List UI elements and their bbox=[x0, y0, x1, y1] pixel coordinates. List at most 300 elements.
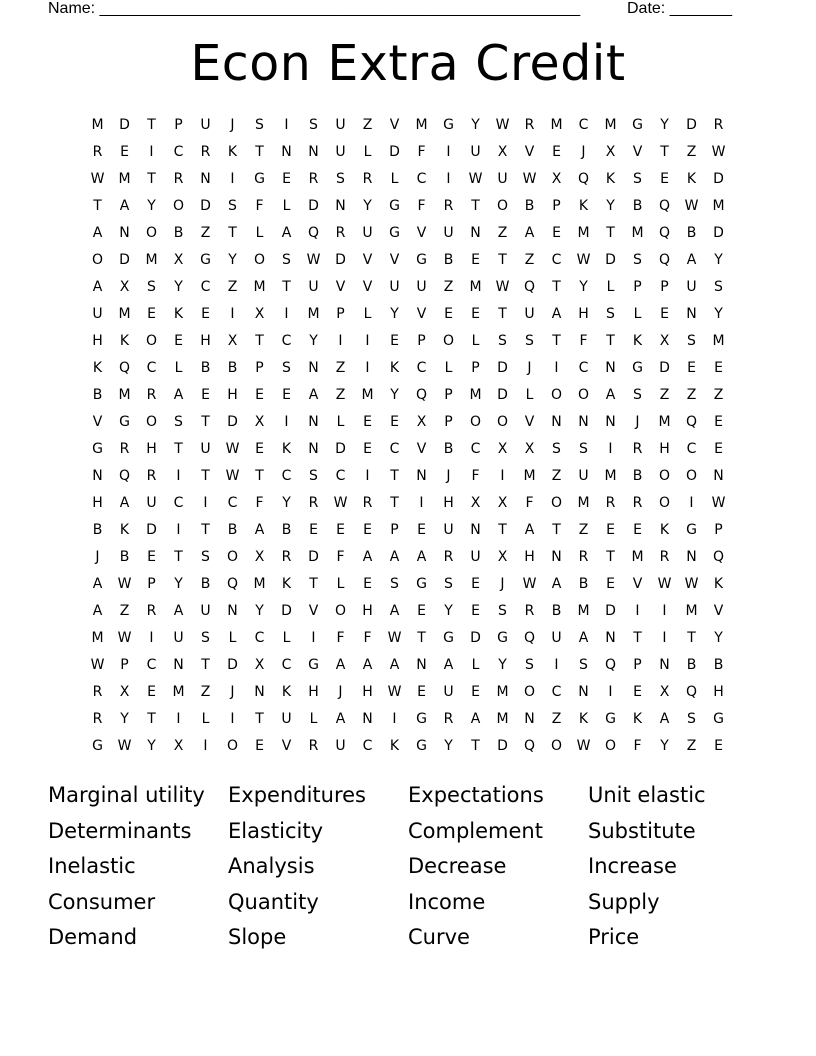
grid-letter: A bbox=[92, 576, 103, 592]
grid-letter: S bbox=[579, 441, 588, 457]
grid-letter: N bbox=[524, 711, 535, 727]
grid-letter: A bbox=[308, 387, 319, 403]
grid-letter: H bbox=[92, 333, 103, 349]
grid-letter: D bbox=[605, 603, 616, 619]
grid-letter: A bbox=[173, 387, 184, 403]
grid-letter: Y bbox=[660, 117, 669, 133]
grid-letter: Z bbox=[119, 603, 130, 619]
grid-letter: I bbox=[284, 306, 289, 322]
grid-letter: I bbox=[176, 468, 181, 484]
name-field-label: Name: ______________________________________________________ bbox=[48, 0, 581, 17]
grid-letter: K bbox=[92, 360, 103, 376]
grid-letter: U bbox=[686, 279, 697, 295]
word-bank-item: Expenditures bbox=[228, 783, 366, 807]
grid-row bbox=[84, 734, 732, 761]
grid-letter: F bbox=[579, 333, 588, 349]
grid-letter: W bbox=[684, 576, 699, 592]
grid-letter: X bbox=[254, 306, 265, 322]
grid-letter: Z bbox=[686, 144, 697, 160]
grid-letter: E bbox=[147, 306, 156, 322]
grid-letter: M bbox=[658, 414, 671, 430]
grid-letter: E bbox=[255, 738, 264, 754]
grid-letter: D bbox=[497, 360, 508, 376]
grid-letter: S bbox=[255, 117, 264, 133]
grid-letter: Z bbox=[200, 225, 211, 241]
grid-letter: X bbox=[659, 684, 670, 700]
grid-letter: T bbox=[417, 630, 426, 646]
grid-letter: S bbox=[633, 252, 642, 268]
grid-letter: S bbox=[579, 657, 588, 673]
grid-letter: Y bbox=[606, 198, 615, 214]
grid-letter: A bbox=[173, 603, 184, 619]
grid-letter: L bbox=[390, 171, 399, 187]
grid-letter: T bbox=[498, 522, 507, 538]
grid-letter: L bbox=[255, 225, 264, 241]
grid-letter: I bbox=[365, 333, 370, 349]
grid-letter: J bbox=[230, 117, 235, 133]
grid-letter: X bbox=[254, 657, 265, 673]
grid-letter: W bbox=[495, 117, 510, 133]
grid-letter: M bbox=[118, 306, 131, 322]
grid-letter: R bbox=[173, 171, 184, 187]
grid-letter: R bbox=[119, 441, 130, 457]
grid-letter: E bbox=[417, 522, 426, 538]
grid-letter: K bbox=[281, 576, 292, 592]
grid-letter: G bbox=[632, 117, 643, 133]
grid-letter: M bbox=[253, 279, 266, 295]
grid-letter: C bbox=[146, 360, 157, 376]
grid-letter: W bbox=[576, 738, 591, 754]
grid-letter: Z bbox=[659, 387, 670, 403]
word-bank-item: Decrease bbox=[408, 854, 507, 878]
grid-letter: N bbox=[92, 468, 103, 484]
grid-letter: X bbox=[605, 144, 616, 160]
grid-letter: W bbox=[333, 495, 348, 511]
grid-letter: F bbox=[336, 549, 345, 565]
grid-letter: T bbox=[498, 306, 507, 322]
grid-letter: A bbox=[389, 603, 400, 619]
grid-letter: U bbox=[308, 279, 319, 295]
grid-letter: U bbox=[200, 441, 211, 457]
grid-letter: X bbox=[470, 495, 481, 511]
grid-row bbox=[84, 653, 732, 680]
grid-letter: O bbox=[523, 684, 536, 700]
grid-letter: G bbox=[605, 711, 616, 727]
grid-letter: J bbox=[527, 360, 532, 376]
grid-letter: T bbox=[606, 549, 615, 565]
grid-letter: R bbox=[146, 468, 157, 484]
grid-letter: S bbox=[336, 171, 345, 187]
grid-letter: E bbox=[309, 522, 318, 538]
grid-letter: N bbox=[200, 171, 211, 187]
grid-letter: A bbox=[578, 630, 589, 646]
grid-letter: S bbox=[282, 360, 291, 376]
grid-letter: H bbox=[578, 306, 589, 322]
grid-letter: I bbox=[554, 657, 559, 673]
grid-letter: I bbox=[662, 630, 667, 646]
grid-letter: E bbox=[282, 171, 291, 187]
grid-letter: Z bbox=[443, 279, 454, 295]
date-field-label: Date: _______ bbox=[627, 0, 732, 17]
grid-letter: A bbox=[389, 657, 400, 673]
grid-letter: E bbox=[444, 306, 453, 322]
grid-letter: A bbox=[416, 549, 427, 565]
grid-letter: Q bbox=[307, 225, 320, 241]
grid-letter: P bbox=[444, 387, 453, 403]
grid-letter: I bbox=[149, 630, 154, 646]
grid-letter: I bbox=[176, 711, 181, 727]
grid-letter: T bbox=[282, 279, 291, 295]
grid-letter: E bbox=[714, 441, 723, 457]
grid-letter: D bbox=[605, 252, 616, 268]
grid-letter: S bbox=[633, 171, 642, 187]
grid-letter: E bbox=[471, 252, 480, 268]
grid-letter: C bbox=[227, 495, 238, 511]
grid-letter: H bbox=[713, 684, 724, 700]
grid-letter: H bbox=[308, 684, 319, 700]
grid-row bbox=[84, 545, 732, 572]
grid-letter: A bbox=[470, 711, 481, 727]
grid-letter: Y bbox=[174, 279, 183, 295]
grid-letter: L bbox=[363, 144, 372, 160]
grid-letter: A bbox=[389, 549, 400, 565]
grid-letter: I bbox=[311, 630, 316, 646]
grid-letter: O bbox=[172, 198, 185, 214]
grid-letter: X bbox=[524, 441, 535, 457]
grid-letter: C bbox=[578, 360, 589, 376]
grid-letter: I bbox=[230, 171, 235, 187]
grid-letter: N bbox=[605, 360, 616, 376]
grid-letter: S bbox=[282, 252, 291, 268]
grid-letter: I bbox=[554, 360, 559, 376]
grid-letter: L bbox=[201, 711, 210, 727]
grid-letter: O bbox=[550, 387, 563, 403]
grid-letter: E bbox=[363, 414, 372, 430]
page-title: Econ Extra Credit bbox=[190, 35, 626, 92]
grid-letter: W bbox=[117, 576, 132, 592]
grid-letter: W bbox=[522, 171, 537, 187]
word-bank-item: Complement bbox=[408, 818, 543, 843]
grid-row bbox=[84, 275, 732, 302]
grid-letter: Q bbox=[658, 252, 671, 268]
grid-row bbox=[84, 410, 732, 437]
grid-letter: P bbox=[633, 657, 642, 673]
grid-letter: C bbox=[281, 657, 292, 673]
grid-letter: L bbox=[282, 630, 291, 646]
grid-letter: R bbox=[92, 711, 103, 727]
grid-letter: T bbox=[498, 252, 507, 268]
grid-letter: I bbox=[608, 441, 613, 457]
grid-letter: D bbox=[659, 360, 670, 376]
grid-letter: C bbox=[335, 468, 346, 484]
word-bank-item: Expectations bbox=[408, 783, 544, 807]
word-bank bbox=[48, 780, 768, 958]
grid-letter: I bbox=[284, 117, 289, 133]
grid-letter: E bbox=[714, 738, 723, 754]
grid-letter: U bbox=[551, 630, 562, 646]
grid-letter: C bbox=[173, 144, 184, 160]
grid-letter: B bbox=[686, 225, 697, 241]
grid-letter: S bbox=[633, 387, 642, 403]
grid-letter: X bbox=[254, 549, 265, 565]
grid-letter: W bbox=[117, 738, 132, 754]
grid-letter: I bbox=[149, 144, 154, 160]
grid-letter: W bbox=[711, 495, 726, 511]
grid-letter: A bbox=[335, 711, 346, 727]
grid-letter: F bbox=[255, 198, 264, 214]
grid-letter: B bbox=[227, 360, 238, 376]
grid-letter: V bbox=[416, 225, 427, 241]
grid-letter: J bbox=[338, 684, 343, 700]
grid-letter: O bbox=[577, 387, 590, 403]
grid-letter: B bbox=[200, 576, 211, 592]
grid-letter: H bbox=[227, 387, 238, 403]
grid-letter: U bbox=[200, 603, 211, 619]
grid-letter: C bbox=[362, 738, 373, 754]
grid-letter: Y bbox=[363, 198, 372, 214]
grid-letter: X bbox=[497, 495, 508, 511]
grid-letter: B bbox=[227, 522, 238, 538]
grid-letter: M bbox=[550, 117, 563, 133]
grid-letter: K bbox=[578, 198, 589, 214]
grid-letter: G bbox=[497, 630, 508, 646]
grid-letter: N bbox=[308, 360, 319, 376]
grid-letter: M bbox=[307, 306, 320, 322]
grid-letter: E bbox=[201, 306, 210, 322]
grid-letter: Y bbox=[714, 630, 723, 646]
grid-letter: R bbox=[578, 549, 589, 565]
grid-letter: Q bbox=[604, 657, 617, 673]
grid-letter: I bbox=[392, 711, 397, 727]
grid-row bbox=[84, 518, 732, 545]
grid-letter: U bbox=[335, 117, 346, 133]
grid-letter: L bbox=[336, 414, 345, 430]
grid-letter: S bbox=[147, 279, 156, 295]
grid-letter: X bbox=[119, 279, 130, 295]
grid-letter: Z bbox=[335, 387, 346, 403]
grid-letter: P bbox=[417, 333, 426, 349]
grid-letter: T bbox=[201, 522, 210, 538]
grid-letter: T bbox=[471, 738, 480, 754]
grid-letter: B bbox=[524, 198, 535, 214]
grid-letter: D bbox=[497, 387, 508, 403]
grid-letter: I bbox=[662, 603, 667, 619]
grid-letter: T bbox=[255, 144, 264, 160]
grid-letter: B bbox=[281, 522, 292, 538]
grid-letter: V bbox=[281, 738, 292, 754]
grid-row bbox=[84, 707, 732, 734]
grid-letter: N bbox=[308, 414, 319, 430]
grid-letter: E bbox=[687, 360, 696, 376]
grid-letter: C bbox=[578, 117, 589, 133]
grid-letter: Y bbox=[282, 495, 291, 511]
grid-letter: C bbox=[551, 684, 562, 700]
grid-letter: N bbox=[362, 711, 373, 727]
grid-letter: D bbox=[281, 603, 292, 619]
grid-letter: P bbox=[336, 306, 345, 322]
grid-letter: A bbox=[551, 306, 562, 322]
grid-letter: N bbox=[227, 603, 238, 619]
grid-letter: C bbox=[200, 279, 211, 295]
grid-letter: G bbox=[389, 225, 400, 241]
grid-letter: R bbox=[308, 738, 319, 754]
grid-letter: E bbox=[255, 441, 264, 457]
grid-letter: Q bbox=[712, 549, 725, 565]
grid-letter: W bbox=[495, 279, 510, 295]
grid-letter: T bbox=[147, 711, 156, 727]
grid-letter: C bbox=[146, 657, 157, 673]
grid-letter: S bbox=[228, 198, 237, 214]
word-bank-item: Consumer bbox=[48, 889, 156, 914]
grid-letter: D bbox=[686, 117, 697, 133]
grid-letter: B bbox=[119, 549, 130, 565]
grid-letter: O bbox=[442, 333, 455, 349]
grid-letter: M bbox=[712, 198, 725, 214]
grid-letter: E bbox=[390, 414, 399, 430]
grid-letter: A bbox=[92, 225, 103, 241]
grid-letter: S bbox=[525, 333, 534, 349]
grid-letter: X bbox=[227, 333, 238, 349]
grid-letter: N bbox=[335, 198, 346, 214]
grid-letter: B bbox=[200, 360, 211, 376]
grid-letter: T bbox=[390, 495, 399, 511]
grid-letter: M bbox=[469, 279, 482, 295]
grid-letter: E bbox=[660, 306, 669, 322]
grid-letter: R bbox=[92, 144, 103, 160]
grid-letter: N bbox=[578, 414, 589, 430]
grid-letter: M bbox=[91, 630, 104, 646]
grid-letter: V bbox=[92, 414, 103, 430]
grid-letter: E bbox=[606, 576, 615, 592]
grid-letter: B bbox=[713, 657, 724, 673]
grid-letter: K bbox=[713, 576, 724, 592]
grid-letter: O bbox=[253, 252, 266, 268]
grid-letter: Y bbox=[309, 333, 318, 349]
grid-letter: Q bbox=[118, 360, 131, 376]
grid-letter: H bbox=[362, 684, 373, 700]
grid-letter: K bbox=[173, 306, 184, 322]
word-bank-item: Inelastic bbox=[48, 854, 136, 878]
grid-letter: U bbox=[92, 306, 103, 322]
grid-letter: F bbox=[255, 495, 264, 511]
grid-letter: G bbox=[416, 711, 427, 727]
grid-row bbox=[84, 248, 732, 275]
grid-letter: A bbox=[362, 549, 373, 565]
grid-letter: H bbox=[524, 549, 535, 565]
grid-letter: E bbox=[552, 225, 561, 241]
grid-letter: Y bbox=[174, 576, 183, 592]
grid-letter: M bbox=[523, 468, 536, 484]
grid-letter: Y bbox=[444, 738, 453, 754]
grid-letter: V bbox=[362, 279, 373, 295]
grid-letter: S bbox=[498, 603, 507, 619]
grid-letter: L bbox=[228, 630, 237, 646]
grid-letter: N bbox=[605, 630, 616, 646]
grid-letter: S bbox=[606, 306, 615, 322]
grid-letter: Q bbox=[226, 576, 239, 592]
grid-letter: Y bbox=[228, 252, 237, 268]
word-bank-item: Slope bbox=[228, 925, 287, 949]
grid-letter: R bbox=[146, 603, 157, 619]
grid-letter: E bbox=[282, 387, 291, 403]
grid-letter: G bbox=[200, 252, 211, 268]
grid-letter: O bbox=[685, 468, 698, 484]
grid-letter: U bbox=[470, 549, 481, 565]
grid-letter: V bbox=[389, 117, 400, 133]
grid-letter: K bbox=[605, 171, 616, 187]
grid-letter: C bbox=[173, 495, 184, 511]
grid-letter: T bbox=[201, 414, 210, 430]
grid-letter: S bbox=[498, 333, 507, 349]
grid-letter: A bbox=[254, 522, 265, 538]
grid-letter: Y bbox=[579, 279, 588, 295]
grid-letter: V bbox=[335, 279, 346, 295]
grid-letter: Z bbox=[335, 360, 346, 376]
grid-row bbox=[84, 356, 732, 383]
grid-letter: C bbox=[389, 441, 400, 457]
grid-letter: E bbox=[390, 333, 399, 349]
grid-letter: N bbox=[470, 225, 481, 241]
grid-letter: Q bbox=[523, 738, 536, 754]
grid-letter: C bbox=[254, 630, 265, 646]
grid-letter: A bbox=[524, 225, 535, 241]
grid-letter: R bbox=[443, 198, 454, 214]
grid-letter: K bbox=[686, 171, 697, 187]
grid-letter: I bbox=[608, 684, 613, 700]
grid-letter: L bbox=[444, 360, 453, 376]
grid-letter: E bbox=[714, 414, 723, 430]
grid-letter: U bbox=[497, 171, 508, 187]
grid-letter: I bbox=[284, 414, 289, 430]
grid-letter: H bbox=[200, 333, 211, 349]
grid-letter: Y bbox=[120, 711, 129, 727]
grid-letter: K bbox=[119, 333, 130, 349]
grid-letter: K bbox=[281, 684, 292, 700]
grid-letter: E bbox=[417, 684, 426, 700]
grid-letter: H bbox=[659, 441, 670, 457]
grid-letter: O bbox=[145, 414, 158, 430]
word-bank-item: Increase bbox=[588, 854, 677, 878]
grid-letter: C bbox=[416, 171, 427, 187]
grid-letter: X bbox=[497, 441, 508, 457]
grid-letter: R bbox=[335, 225, 346, 241]
grid-letter: W bbox=[468, 171, 483, 187]
grid-letter: W bbox=[657, 576, 672, 592]
grid-letter: Q bbox=[415, 387, 428, 403]
grid-letter: M bbox=[577, 603, 590, 619]
grid-letter: E bbox=[606, 522, 615, 538]
grid-letter: R bbox=[443, 549, 454, 565]
grid-letter: U bbox=[470, 144, 481, 160]
grid-letter: E bbox=[363, 576, 372, 592]
grid-letter: U bbox=[200, 117, 211, 133]
grid-letter: A bbox=[335, 657, 346, 673]
grid-letter: G bbox=[686, 522, 697, 538]
grid-letter: O bbox=[226, 549, 239, 565]
grid-letter: M bbox=[631, 225, 644, 241]
grid-letter: N bbox=[416, 657, 427, 673]
grid-letter: N bbox=[173, 657, 184, 673]
grid-letter: F bbox=[417, 198, 426, 214]
grid-letter: W bbox=[387, 684, 402, 700]
grid-letter: B bbox=[92, 522, 103, 538]
grid-row bbox=[84, 437, 732, 464]
grid-letter: G bbox=[389, 198, 400, 214]
grid-letter: W bbox=[90, 657, 105, 673]
grid-letter: M bbox=[118, 171, 131, 187]
grid-letter: O bbox=[145, 333, 158, 349]
grid-letter: T bbox=[174, 549, 183, 565]
